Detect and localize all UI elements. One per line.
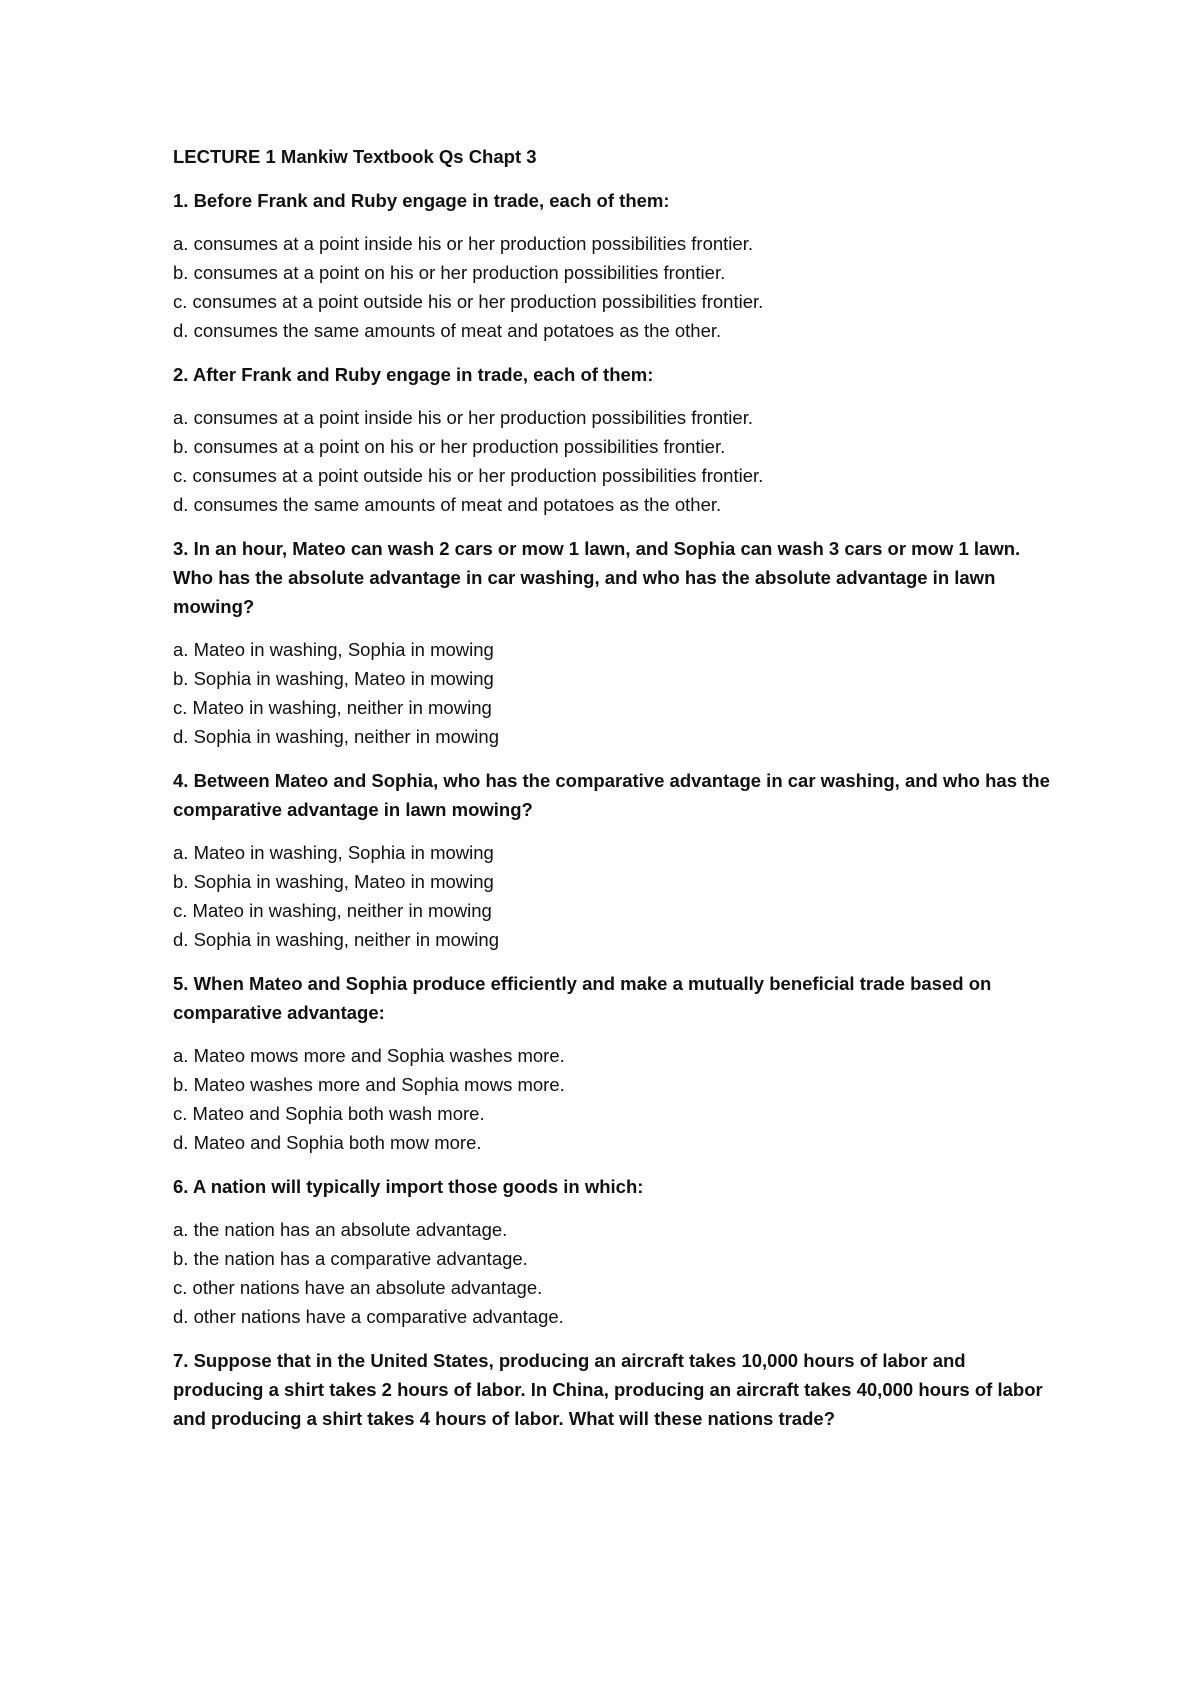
document-title: LECTURE 1 Mankiw Textbook Qs Chapt 3 xyxy=(173,146,537,167)
question-text: 4. Between Mateo and Sophia, who has the comparative advantage in car washing, and who has the comparative advantage in lawn mowing? xyxy=(173,770,1050,820)
answer-option-c: c. Mateo in washing, neither in mowing xyxy=(173,697,492,718)
answer-options xyxy=(173,229,1053,345)
answer-option-c: c. other nations have an absolute advantage. xyxy=(173,1277,543,1298)
answer-option-d: d. Sophia in washing, neither in mowing xyxy=(173,929,499,950)
question-text: 3. In an hour, Mateo can wash 2 cars or mow 1 lawn, and Sophia can wash 3 cars or mow 1 lawn. Who has the absolute advantage in car washing, and who has the absolute advantage in lawn mowing? xyxy=(173,538,1021,617)
answer-option-d: d. consumes the same amounts of meat and potatoes as the other. xyxy=(173,494,722,515)
answer-options xyxy=(173,1215,1053,1331)
question-text: 7. Suppose that in the United States, producing an aircraft takes 10,000 hours of labor and producing a shirt takes 2 hours of labor. In China, producing an aircraft takes 40,000 hours of labor and producing a shirt takes 4 hours of labor. What will these nations trade? xyxy=(173,1350,1043,1429)
question-2 xyxy=(173,360,1053,519)
answer-option-b: b. consumes at a point on his or her production possibilities frontier. xyxy=(173,262,726,283)
answer-option-a: a. Mateo in washing, Sophia in mowing xyxy=(173,639,494,660)
answer-option-c: c. Mateo and Sophia both wash more. xyxy=(173,1103,485,1124)
answer-option-a: a. consumes at a point inside his or her production possibilities frontier. xyxy=(173,233,753,254)
answer-option-a: a. Mateo in washing, Sophia in mowing xyxy=(173,842,494,863)
question-3 xyxy=(173,534,1053,751)
answer-option-b: b. Sophia in washing, Mateo in mowing xyxy=(173,668,494,689)
question-4 xyxy=(173,766,1053,954)
question-text: 6. A nation will typically import those goods in which: xyxy=(173,1176,644,1197)
answer-option-b: b. the nation has a comparative advantage. xyxy=(173,1248,528,1269)
answer-option-d: d. consumes the same amounts of meat and potatoes as the other. xyxy=(173,320,722,341)
answer-options xyxy=(173,1041,1053,1157)
answer-options xyxy=(173,403,1053,519)
question-1 xyxy=(173,186,1053,345)
answer-option-a: a. the nation has an absolute advantage. xyxy=(173,1219,508,1240)
answer-option-d: d. Mateo and Sophia both mow more. xyxy=(173,1132,482,1153)
answer-options xyxy=(173,635,1053,751)
answer-options xyxy=(173,838,1053,954)
answer-option-a: a. consumes at a point inside his or her production possibilities frontier. xyxy=(173,407,753,428)
answer-option-d: d. other nations have a comparative advantage. xyxy=(173,1306,564,1327)
answer-option-d: d. Sophia in washing, neither in mowing xyxy=(173,726,499,747)
question-text: 1. Before Frank and Ruby engage in trade, each of them: xyxy=(173,190,670,211)
document-body xyxy=(173,143,1053,1447)
question-7 xyxy=(173,1346,1053,1433)
answer-option-b: b. Mateo washes more and Sophia mows more. xyxy=(173,1074,565,1095)
answer-option-c: c. Mateo in washing, neither in mowing xyxy=(173,900,492,921)
question-text: 5. When Mateo and Sophia produce efficiently and make a mutually beneficial trade based on comparative advantage: xyxy=(173,973,992,1023)
answer-option-c: c. consumes at a point outside his or her production possibilities frontier. xyxy=(173,291,764,312)
answer-option-b: b. Sophia in washing, Mateo in mowing xyxy=(173,871,494,892)
question-text: 2. After Frank and Ruby engage in trade, each of them: xyxy=(173,364,654,385)
question-6 xyxy=(173,1172,1053,1331)
answer-option-a: a. Mateo mows more and Sophia washes more. xyxy=(173,1045,565,1066)
answer-option-c: c. consumes at a point outside his or her production possibilities frontier. xyxy=(173,465,764,486)
question-5 xyxy=(173,969,1053,1157)
answer-option-b: b. consumes at a point on his or her production possibilities frontier. xyxy=(173,436,726,457)
